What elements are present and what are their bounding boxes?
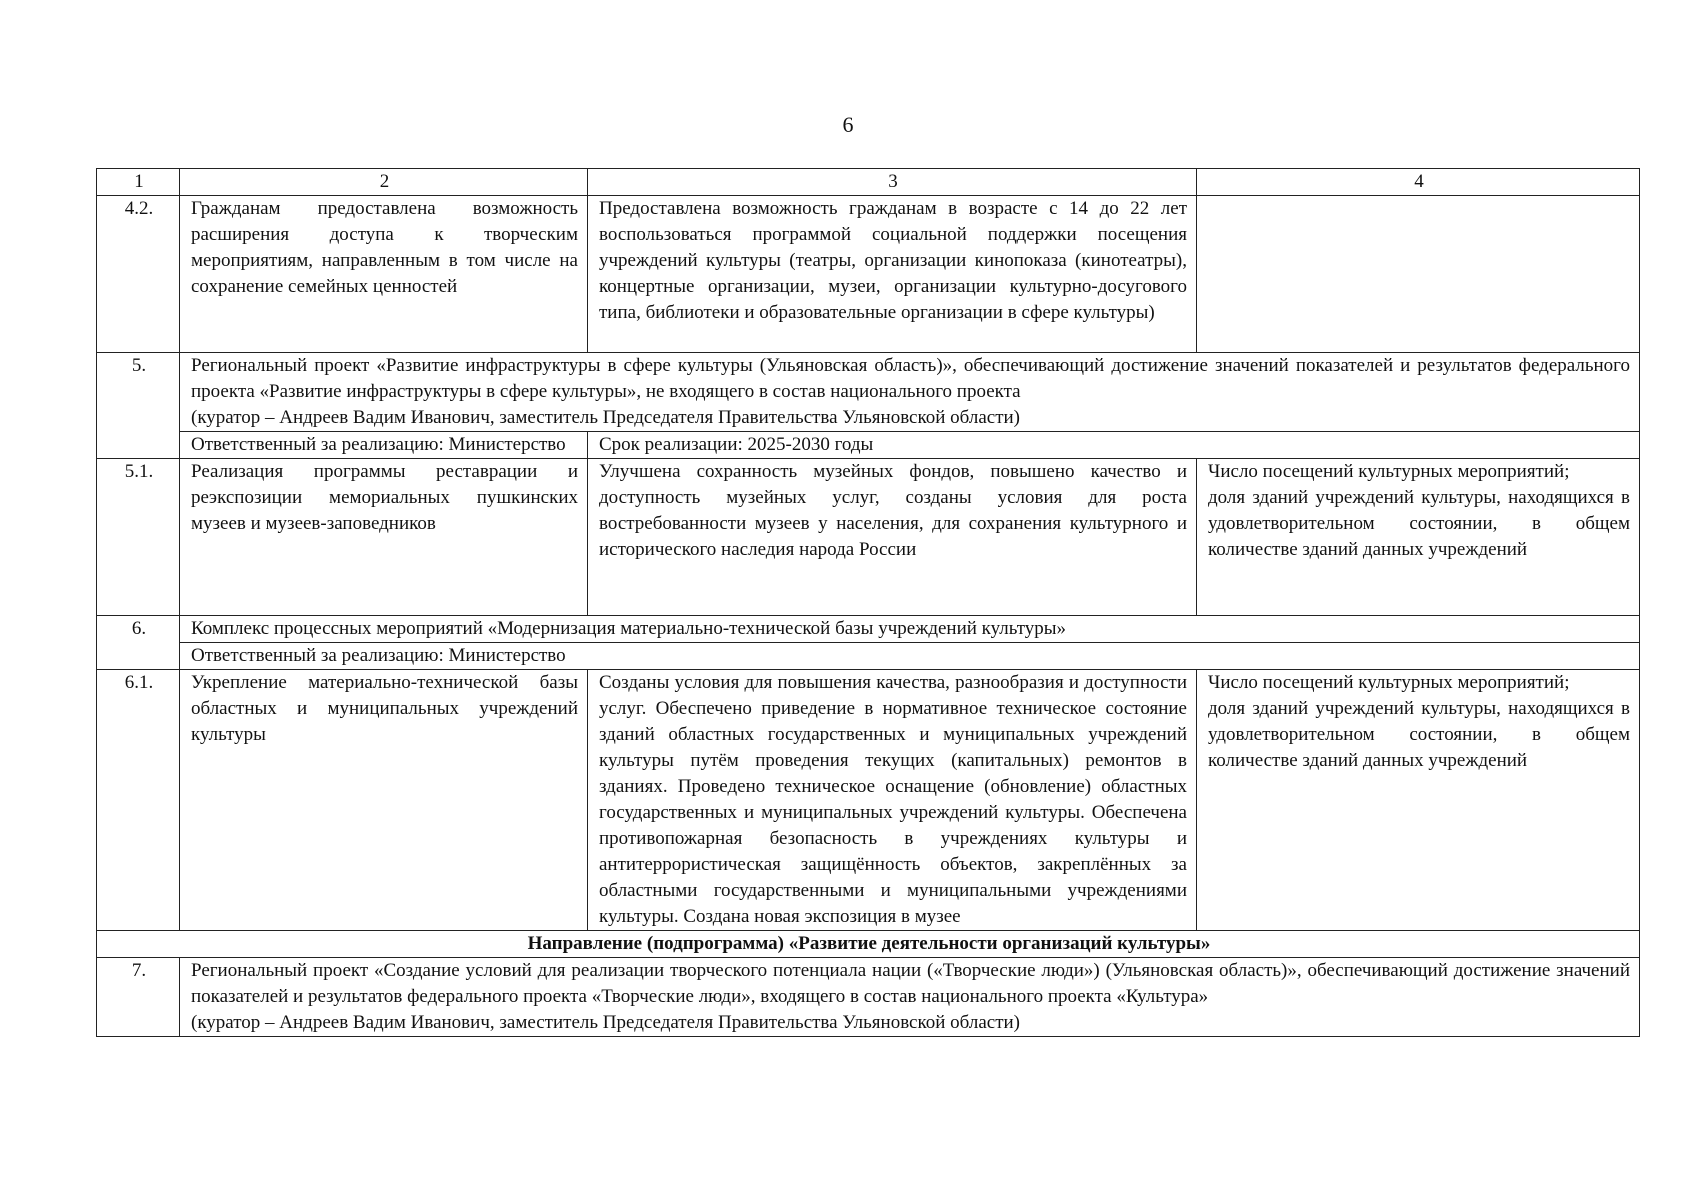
direction-row <box>97 931 1640 958</box>
table-row-4-2 <box>97 196 1640 353</box>
indicator-buildings: доля зданий учреждений культуры, находящихся в удовлетворительном состоянии, в общем количестве зданий данных учреждений <box>1208 487 1630 560</box>
row-number: 5.1. <box>97 459 180 616</box>
project-curator: (куратор – Андреев Вадим Иванович, заместитель Председателя Правительства Ульяновской области) <box>191 407 1021 428</box>
indicator-buildings: доля зданий учреждений культуры, находящихся в удовлетворительном состоянии, в общем количестве зданий данных учреждений <box>1208 698 1630 771</box>
result-cell: Реализация программы реставрации и реэкспозиции мемориальных пушкинских музеев и музеев-заповедников <box>180 459 588 616</box>
description-cell: Предоставлена возможность гражданам в возрасте с 14 до 22 лет воспользоваться программой социальной поддержки посещения учреждений культуры (театры, организации кинопоказа (кинотеатры), концертные организации, музеи, организации культурно-досугового типа, библиотеки и образовательные организации в сфере культуры) <box>588 196 1197 353</box>
indicator-visits: Число посещений культурных мероприятий; <box>1208 461 1570 482</box>
table-row-6 <box>97 616 1640 643</box>
result-cell: Гражданам предоставлена возможность расширения доступа к творческим мероприятиям, направленным в том числе на сохранение семейных ценностей <box>180 196 588 353</box>
row-number: 4.2. <box>97 196 180 353</box>
page-number: 6 <box>842 112 854 137</box>
project-title-cell <box>180 958 1640 1037</box>
indicator-cell <box>1197 670 1640 931</box>
project-title-cell <box>180 353 1640 432</box>
project-title: Региональный проект «Создание условий для реализации творческого потенциала нации («Творческие люди») (Ульяновская область)», обеспечивающий достижение значений показателей и результатов федерального проекта «Творческие люди», входящего в состав национального проекта «Культура» <box>191 960 1630 1007</box>
project-title: Региональный проект «Развитие инфраструктуры в сфере культуры (Ульяновская область)», обеспечивающий достижение значений показателей и результатов федерального проекта «Развитие инфраструктуры в сфере культуры», не входящего в состав национального проекта <box>191 355 1630 402</box>
description-cell: Улучшена сохранность музейных фондов, повышено качество и доступность музейных услуг, созданы условия для роста востребованности музеев у населения, для сохранения культурного и исторического наследия народа России <box>588 459 1197 616</box>
row-number: 6.1. <box>97 670 180 931</box>
plan-table <box>96 168 1640 1037</box>
indicator-cell <box>1197 196 1640 353</box>
header-cell-2: 2 <box>180 169 588 196</box>
table-row-5 <box>97 353 1640 432</box>
term-cell: Срок реализации: 2025-2030 годы <box>588 432 1640 459</box>
responsible-cell: Ответственный за реализацию: Министерство <box>180 643 1640 670</box>
indicator-cell <box>1197 459 1640 616</box>
responsible-cell: Ответственный за реализацию: Министерство <box>180 432 588 459</box>
indicator-visits: Число посещений культурных мероприятий; <box>1208 672 1570 693</box>
table-row-6-1 <box>97 670 1640 931</box>
header-cell-3: 3 <box>588 169 1197 196</box>
direction-heading: Направление (подпрограмма) «Развитие деятельности организаций культуры» <box>97 931 1640 958</box>
header-row <box>97 169 1640 196</box>
project-curator: (куратор – Андреев Вадим Иванович, заместитель Председателя Правительства Ульяновской области) <box>191 1012 1021 1033</box>
table-row-6-responsible <box>97 643 1640 670</box>
header-cell-1: 1 <box>97 169 180 196</box>
description-cell: Созданы условия для повышения качества, разнообразия и доступности услуг. Обеспечено приведение в нормативное техническое состояние зданий областных государственных и муниципальных учреждений культуры путём проведения текущих (капитальных) ремонтов в зданиях. Проведено техническое оснащение (обновление) областных государственных и муниципальных учреждений культуры. Обеспечена противопожарная безопасность в учреждениях культуры и антитеррористическая защищённость объектов, закреплённых за областными государственными и муниципальными учреждениями культуры. Создана новая экспозиция в музее <box>588 670 1197 931</box>
header-cell-4: 4 <box>1197 169 1640 196</box>
table-row-7 <box>97 958 1640 1037</box>
row-number: 5. <box>97 353 180 459</box>
table-row-5-1 <box>97 459 1640 616</box>
table-row-5-responsible <box>97 432 1640 459</box>
row-number: 6. <box>97 616 180 670</box>
complex-title-cell: Комплекс процессных мероприятий «Модернизация материально-технической базы учреждений культуры» <box>180 616 1640 643</box>
row-number: 7. <box>97 958 180 1037</box>
result-cell: Укрепление материально-технической базы областных и муниципальных учреждений культуры <box>180 670 588 931</box>
